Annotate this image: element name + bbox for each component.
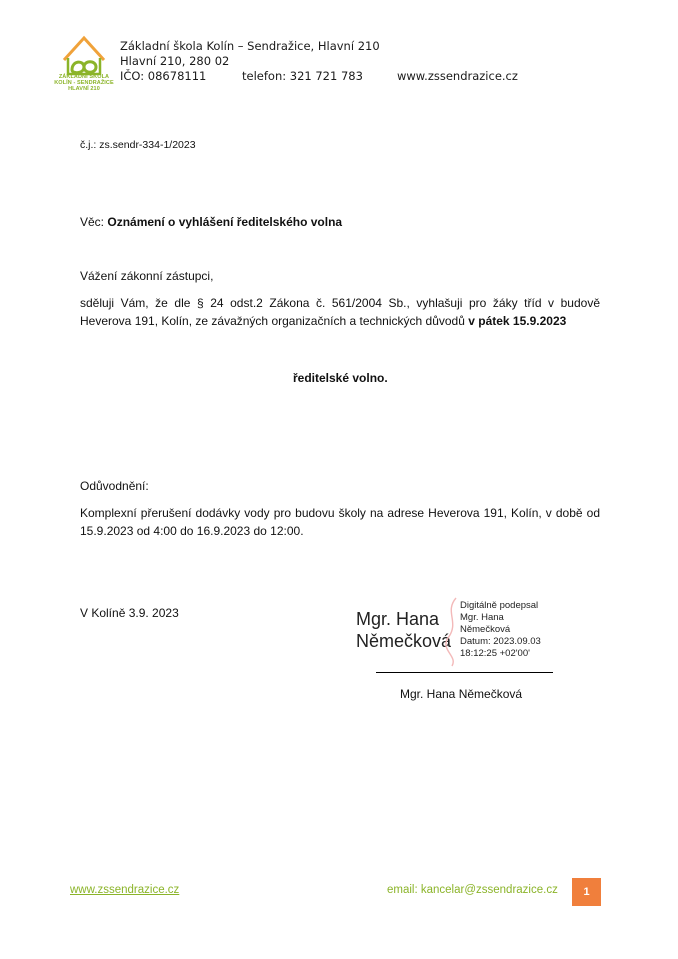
school-phone: telefon: 321 721 783 (242, 69, 363, 83)
reason-label: Odůvodnění: (80, 479, 149, 493)
greeting: Vážení zákonní zástupci, (80, 269, 214, 283)
digital-line5: 18:12:25 +02'00' (460, 648, 530, 659)
logo-caption-line2: KOLÍN - SENDRAŽICE (54, 80, 114, 86)
digital-signature-info (460, 600, 541, 660)
school-web[interactable]: www.zssendrazice.cz (397, 69, 518, 83)
subject-line (80, 213, 342, 231)
digital-line2: Mgr. Hana (460, 612, 504, 623)
footer-email[interactable]: email: kancelar@zssendrazice.cz (387, 884, 558, 896)
announcement-text: sděluji Vám, že dle § 24 odst.2 Zákona č. 561/2004 Sb., vyhlašuji pro žáky tříd v budově Heverova 191, Kolín, ze závažných organizačních a technických důvodů (80, 296, 600, 328)
reference-number: č.j.: zs.sendr-334-1/2023 (80, 139, 196, 151)
digital-line4: Datum: 2023.09.03 (460, 636, 541, 647)
logo-caption (54, 74, 114, 92)
footer-web-link[interactable]: www.zssendrazice.cz (70, 884, 180, 896)
school-address: Hlavní 210, 280 02 (120, 54, 230, 68)
page-number-badge: 1 (572, 878, 601, 906)
announcement-paragraph (80, 294, 600, 330)
subject-text: Oznámení o vyhlášení ředitelského volna (107, 215, 343, 229)
reason-text: Komplexní přerušení dodávky vody pro budovu školy na adrese Heverova 191, Kolín, v době od 15.9.2023 od 4:00 do 16.9.2023 do 12:00. (80, 506, 600, 538)
signature-name-line1: Mgr. Hana (356, 609, 440, 629)
digital-line1: Digitálně podepsal (460, 600, 539, 611)
signature-printed-name: Mgr. Hana Němečková (400, 687, 523, 701)
place-date: V Kolíně 3.9. 2023 (80, 606, 179, 620)
signature-divider (376, 672, 553, 673)
logo-caption-line3: HLAVNÍ 210 (68, 86, 100, 92)
announcement-date: v pátek 15.9.2023 (468, 314, 567, 328)
signature-name-line2: Němečková (356, 631, 452, 651)
school-name: Základní škola Kolín – Sendražice, Hlavní 210 (120, 39, 380, 53)
school-ico: IČO: 08678111 (120, 69, 207, 83)
logo-caption-line1: ZÁKLADNÍ ŠKOLA (58, 74, 110, 80)
subject-label: Věc: (80, 215, 105, 229)
leave-announcement: ředitelské volno. (293, 371, 388, 385)
digital-line3: Němečková (460, 624, 511, 635)
